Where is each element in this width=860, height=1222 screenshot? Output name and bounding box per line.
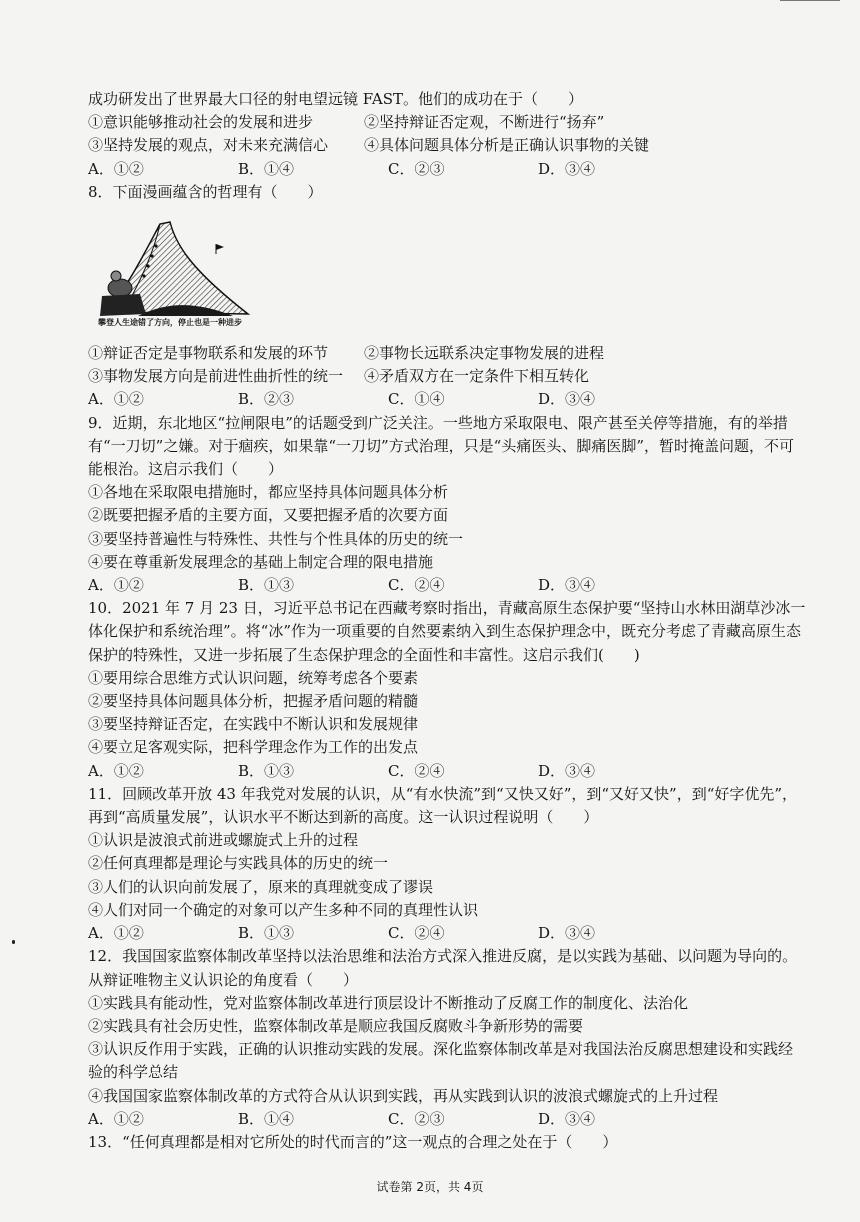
q8-statements-row2 (88, 365, 806, 388)
scan-dot (12, 940, 15, 944)
q7-statements-row2 (88, 134, 806, 157)
scan-mark (780, 0, 840, 5)
q10-choice-c: C．②④ (388, 761, 445, 780)
q7-statement-3: ③坚持发展的观点，对未来充满信心 (88, 136, 329, 155)
q12-statement-4: ④我国国家监察体制改革的方式符合从认识到实践，再从实践到认识的波浪式螺旋式的上升过程 (88, 1086, 719, 1105)
q8-statement-4: ④矛盾双方在一定条件下相互转化 (364, 367, 590, 386)
q11-choice-c: C．②④ (388, 924, 445, 943)
q12-statement-3: ③认识反作用于实践，正确的认识推动实践的发展。深化监察体制改革是对我国法治反腐思想建设和实践经验的科学总结 (88, 1040, 794, 1082)
q10-statement-3: ③要坚持辩证否定，在实践中不断认识和发展规律 (88, 715, 419, 734)
page-footer: 试卷第 2页，共 4页 (376, 1180, 484, 1194)
q8-choice-d: D．③④ (538, 390, 596, 409)
q8-cartoon-caption: 攀登人生途错了方向，停止也是一种进步 (98, 317, 242, 327)
question-11 (88, 783, 806, 945)
q11-stem: 11．回顾改革开放 43 年我党对发展的认识，从“有水快流”到“又快又好”，到“又好又快”，到“好字优先”，再到“高质量发展”，认识水平不断达到新的高度。这一认识过程说明（ ） (88, 784, 798, 827)
q8-choice-b: B．②③ (238, 390, 295, 409)
q11-statement-4: ④人们对同一个确定的对象可以产生多种不同的真理性认识 (88, 900, 479, 919)
q9-statement-2: ②既要把握矛盾的主要方面，又要把握矛盾的次要方面 (88, 506, 449, 525)
q11-choice-d: D．③④ (538, 924, 596, 943)
q12-statement-2: ②实践具有社会历史性，监察体制改革是顺应我国反腐败斗争新形势的需要 (88, 1016, 584, 1035)
q8-choice-c: C．①④ (388, 390, 445, 409)
q12-choices (88, 1108, 806, 1131)
q7-statements-row1 (88, 111, 806, 134)
q9-statement-4: ④要在尊重新发展理念的基础上制定合理的限电措施 (88, 552, 434, 571)
q9-choice-a: A．①② (88, 576, 144, 595)
q12-choice-a: A．①② (88, 1109, 144, 1128)
q11-choice-b: B．①③ (238, 924, 295, 943)
q13-stem: 13．“任何真理都是相对它所处的时代而言的”这一观点的合理之处在于（ ） (88, 1132, 618, 1151)
q10-statement-1: ①要用综合思维方式认识问题，统筹考虑各个要素 (88, 668, 419, 687)
q10-choice-b: B．①③ (238, 761, 295, 780)
q11-statement-2: ②任何真理都是理论与实践具体的历史的统一 (88, 854, 389, 873)
question-7 (88, 88, 806, 181)
question-13 (88, 1131, 806, 1154)
q8-statement-1: ①辩证否定是事物联系和发展的环节 (88, 344, 329, 363)
question-9 (88, 412, 806, 598)
q10-choice-d: D．③④ (538, 761, 596, 780)
q10-stem: 10．2021 年 7 月 23 日，习近平总书记在西藏考察时指出，青藏高原生态保护要“坚持山水林田湖草沙冰一体化保护和系统治理”。将“冰”作为一项重要的自然要素纳入到生态保护理念中，既充分考虑了青藏高原生态保护的特殊性，又进一步拓展了生态保护理念的全面性和丰富性。这启示我们( ) (88, 599, 806, 664)
q9-choice-c: C．②④ (388, 576, 445, 595)
q7-choice-c: C．②③ (388, 159, 445, 178)
q7-choice-b: B．①④ (238, 159, 295, 178)
q7-statement-1: ①意识能够推动社会的发展和进步 (88, 113, 314, 132)
q9-statement-1: ①各地在采取限电措施时，都应坚持具体问题具体分析 (88, 483, 449, 502)
q10-choices (88, 760, 806, 783)
q12-choice-b: B．①④ (238, 1109, 295, 1128)
cartoon-drawing-icon (98, 216, 258, 324)
question-content (88, 88, 806, 1154)
q12-choice-c: C．②③ (388, 1109, 445, 1128)
q12-statement-1: ①实践具有能动性，党对监察体制改革进行顶层设计不断推动了反腐工作的制度化、法治化 (88, 993, 689, 1012)
q11-choices (88, 922, 806, 945)
q7-choice-a: A．①② (88, 159, 144, 178)
question-10 (88, 597, 806, 783)
q9-stem: 9．近期，东北地区“拉闸限电”的话题受到广泛关注。一些地方采取限电、限产甚至关停等措施，有的举措有“一刀切”之嫌。对于痼疾，如果靠“一刀切”方式治理，只是“头痛医头、脚痛医脚”，暂时掩盖问题，不可能根治。这启示我们（ ） (88, 413, 795, 479)
q9-choices (88, 574, 806, 597)
q11-statement-3: ③人们的认识向前发展了，原来的真理就变成了谬误 (88, 877, 434, 896)
q8-cartoon (98, 216, 258, 332)
q8-choices (88, 388, 806, 411)
q7-choices (88, 158, 806, 181)
q9-choice-d: D．③④ (538, 576, 596, 595)
q8-choice-a: A．①② (88, 390, 144, 409)
q11-statement-1: ①认识是波浪式前进或螺旋式上升的过程 (88, 831, 359, 850)
q7-stem: 成功研发出了世界最大口径的射电望远镜 FAST。他们的成功在于（ ） (88, 90, 583, 108)
q10-statement-4: ④要立足客观实际，把科学理念作为工作的出发点 (88, 738, 419, 757)
q9-choice-b: B．①③ (238, 576, 295, 595)
q10-statement-2: ②要坚持具体问题具体分析，把握矛盾问题的精髓 (88, 692, 419, 711)
q7-choice-d: D．③④ (538, 159, 596, 178)
question-12 (88, 945, 806, 1131)
q8-statement-3: ③事物发展方向是前进性曲折性的统一 (88, 367, 344, 386)
q12-stem: 12．我国国家监察体制改革坚持以法治思维和法治方式深入推进反腐，是以实践为基础、以问题为导向的。从辩证唯物主义认识论的角度看（ ） (88, 947, 798, 989)
q8-statements-row1 (88, 342, 806, 365)
q9-statement-3: ③要坚持普遍性与特殊性、共性与个性具体的历史的统一 (88, 529, 464, 548)
question-8 (88, 181, 806, 412)
q12-choice-d: D．③④ (538, 1109, 596, 1128)
q10-choice-a: A．①② (88, 761, 144, 780)
q8-stem: 8．下面漫画蕴含的哲理有（ ） (88, 182, 323, 201)
q7-statement-2: ②坚持辩证否定观，不断进行“扬弃” (364, 113, 605, 132)
q8-statement-2: ②事物长远联系决定事物发展的进程 (364, 344, 605, 363)
q7-statement-4: ④具体问题具体分析是正确认识事物的关键 (364, 136, 650, 155)
q11-choice-a: A．①② (88, 924, 144, 943)
